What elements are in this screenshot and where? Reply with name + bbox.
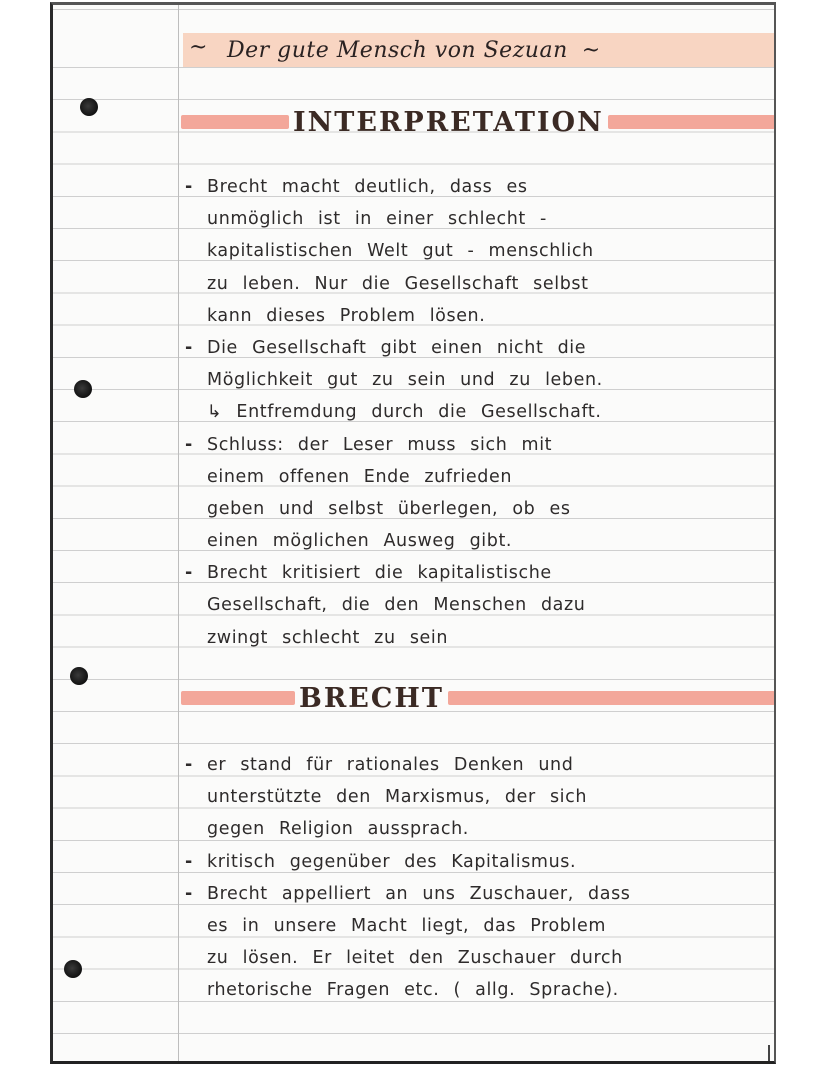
note-text: Schluss: der Leser muss sich mit xyxy=(207,434,553,455)
note-text: es in unsere Macht liegt, das Problem xyxy=(207,915,606,936)
note-line xyxy=(185,431,765,463)
note-text: einem offenen Ende zufrieden xyxy=(207,466,513,487)
page-title: Der gute Mensch von Sezuan xyxy=(227,37,568,63)
bullet-dash: - xyxy=(185,434,193,455)
swirl-right-icon: ~ xyxy=(581,37,601,63)
note-line xyxy=(185,976,765,1008)
note-text: Gesellschaft, die den Menschen dazu xyxy=(207,595,586,616)
note-line xyxy=(185,751,765,783)
note-line xyxy=(185,463,765,495)
bullet-dash: - xyxy=(185,851,193,872)
note-text: zu lösen. Er leitet den Zuschauer durch xyxy=(207,948,623,969)
note-text: Möglichkeit gut zu sein und zu leben. xyxy=(207,370,603,391)
note-line xyxy=(185,173,765,205)
note-line xyxy=(185,237,765,269)
note-text: gegen Religion aussprach. xyxy=(207,819,469,840)
note-text: kann dieses Problem lösen. xyxy=(207,305,486,326)
punch-hole-icon xyxy=(70,667,88,685)
note-text: Brecht macht deutlich, dass es xyxy=(207,177,528,197)
heading-bar-right xyxy=(608,115,775,129)
note-line xyxy=(185,302,765,334)
note-line xyxy=(185,495,765,527)
section-notes-brecht xyxy=(185,751,765,1009)
note-line xyxy=(185,624,765,656)
note-text: kritisch gegenüber des Kapitalismus. xyxy=(207,851,577,872)
note-text: Brecht appelliert an uns Zuschauer, dass xyxy=(207,883,631,904)
note-text: er stand für rationales Denken und xyxy=(207,755,574,775)
bullet-dash: - xyxy=(185,883,193,904)
note-line xyxy=(185,205,765,237)
punch-hole-icon xyxy=(64,960,82,978)
note-text: zu leben. Nur die Gesellschaft selbst xyxy=(207,273,589,294)
section-notes-interpretation xyxy=(185,173,765,656)
heading-bar-left xyxy=(181,115,289,129)
note-text: kapitalistischen Welt gut - menschlich xyxy=(207,241,594,262)
punch-hole-icon xyxy=(74,380,92,398)
note-text: unterstützte den Marxismus, der sich xyxy=(207,787,588,808)
section-heading-brecht xyxy=(181,678,775,718)
swirl-left-icon: ~ xyxy=(189,35,208,60)
margin-line xyxy=(178,5,179,1061)
bullet-dash: - xyxy=(185,563,193,584)
title-band xyxy=(183,33,775,67)
note-line xyxy=(185,783,765,815)
note-line xyxy=(185,334,765,366)
note-text: einen möglichen Ausweg gibt. xyxy=(207,531,513,552)
bullet-dash: - xyxy=(185,755,193,775)
note-line xyxy=(185,848,765,880)
notebook-page xyxy=(50,2,776,1064)
note-line xyxy=(185,880,765,912)
heading-text: BRECHT xyxy=(295,683,448,714)
heading-bar-left xyxy=(181,691,295,705)
note-text: geben und selbst überlegen, ob es xyxy=(207,498,571,519)
note-text: Brecht kritisiert die kapitalistische xyxy=(207,563,552,584)
heading-text: INTERPRETATION xyxy=(289,107,608,138)
note-line xyxy=(185,912,765,944)
note-line xyxy=(185,591,765,623)
note-text: rhetorische Fragen etc. ( allg. Sprache). xyxy=(207,980,619,1001)
note-line xyxy=(185,944,765,976)
heading-bar-right xyxy=(448,691,775,705)
note-line xyxy=(185,527,765,559)
note-line xyxy=(185,366,765,398)
note-line xyxy=(185,559,765,591)
note-line xyxy=(185,398,765,430)
note-text: ↳ Entfremdung durch die Gesellschaft. xyxy=(207,402,602,423)
note-text: zwingt schlecht zu sein xyxy=(207,627,449,648)
bullet-dash: - xyxy=(185,177,193,197)
page-corner-fold xyxy=(768,1045,770,1061)
bullet-dash: - xyxy=(185,337,193,358)
note-text: unmöglich ist in einer schlecht - xyxy=(207,209,547,230)
note-text: Die Gesellschaft gibt einen nicht die xyxy=(207,337,587,358)
section-heading-interpretation xyxy=(181,102,775,142)
punch-hole-icon xyxy=(80,98,98,116)
note-line xyxy=(185,270,765,302)
note-line xyxy=(185,815,765,847)
